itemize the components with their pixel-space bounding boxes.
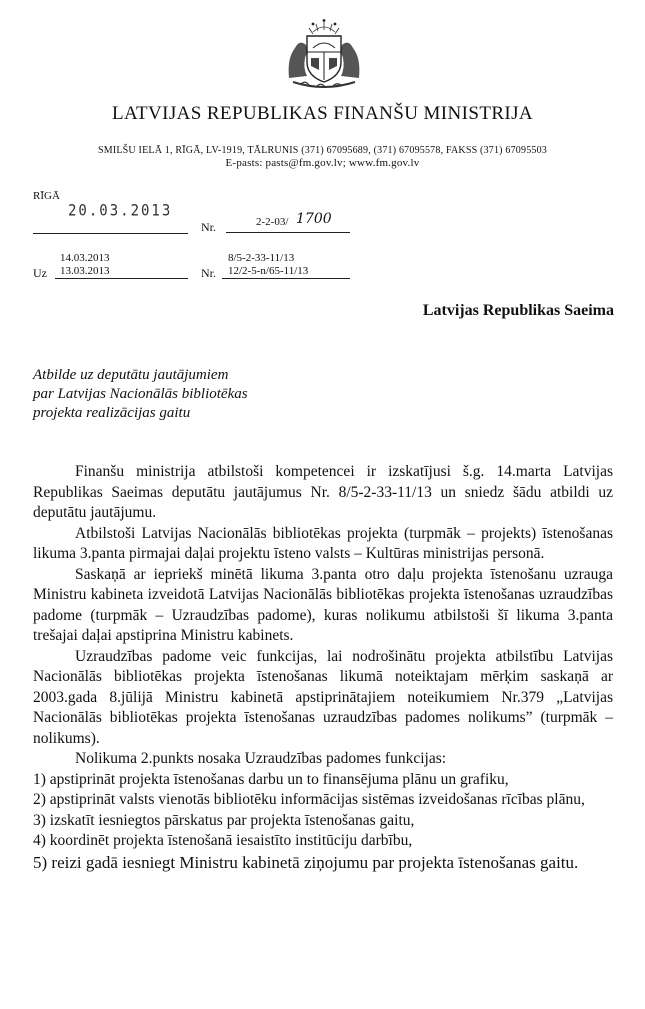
uz-nr-2: 12/2-5-n/65-11/13: [228, 265, 309, 277]
uz-date-2: 13.03.2013: [60, 265, 110, 277]
subject-line: projekta realizācijas gaitu: [33, 405, 191, 421]
date-stamp: 20.03.2013: [68, 201, 173, 221]
paragraph: Nolikuma 2.punkts nosaka Uzraudzības padomes funkcijas:: [75, 750, 447, 767]
paragraph: Finanšu ministrija atbilstoši kompetencei ir izskatījusi š.g. 14.marta Latvijas Republikas Saeimas deputātu jautājumus Nr. 8/5-2-33-11/13 un sniedz šādu atbildi uz deputātu jautājumu.: [33, 463, 613, 521]
nr-handwritten: 1700: [296, 211, 332, 227]
uz-label: Uz: [33, 266, 47, 280]
uz-nr-underline: [222, 278, 350, 279]
paragraph: Uzraudzības padome veic funkcijas, lai nodrošinātu projekta atbilstību Latvijas Nacionālās bibliotēkas projekta īstenošanas likumā noteiktajam mērķim saskaņā ar 2003.gada 8.jūlijā Ministru kabinetā apstiprinātajiem noteikumiem Nr.379 „Latvijas Nacionālās bibliotēkas projekta īstenošanas uzraudzības padomes nolikums” (turpmāk – nolikums).: [33, 647, 613, 747]
letterhead-address: [0, 144, 645, 170]
function-item: 5) reizi gadā iesniegt Ministru kabinetā ziņojumu par projekta īstenošanas gaitu.: [33, 852, 579, 872]
function-item: 1) apstiprināt projekta īstenošanas darbu un to finansējuma plānu un grafiku,: [33, 770, 509, 788]
letter-body: [33, 462, 613, 874]
paragraph: Saskaņā ar iepriekš minētā likuma 3.panta otro daļu projekta īstenošanu uzrauga Ministru kabineta izveidotā Latvijas Nacionālās bibliotēkas projekta īstenošanas uzraudzības padome (turpmāk – Uzraudzības padome), kuras nolikumu atbilstoši šī likuma 3.panta trešajai daļai apstiprina Ministru kabinets.: [33, 565, 613, 644]
nr-label: Nr.: [201, 220, 216, 234]
contacts-line: E-pasts: pasts@fm.gov.lv; www.fm.gov.lv: [225, 157, 420, 169]
coat-of-arms-icon: [283, 18, 365, 90]
city-label: RĪGĀ: [33, 190, 60, 202]
ministry-name: LATVIJAS REPUBLIKAS FINANŠU MINISTRIJA: [111, 103, 534, 124]
uz-date-1: 14.03.2013: [60, 252, 110, 264]
uz-nr-label: Nr.: [201, 266, 216, 280]
subject-line: par Latvijas Nacionālās bibliotēkas: [33, 386, 248, 402]
subject-line: Atbilde uz deputātu jautājumiem: [33, 367, 229, 383]
function-item: 3) izskatīt iesniegtos pārskatus par projekta īstenošanas gaitu,: [33, 811, 415, 829]
subject: [33, 366, 248, 423]
paragraph: Atbilstoši Latvijas Nacionālās bibliotēkas projekta (turpmāk – projekts) īstenošanas likuma 3.panta pirmajai daļai projektu īsteno valsts – Kultūras ministrijas personā.: [33, 524, 613, 562]
nr-printed: 2-2-03/: [256, 216, 289, 228]
function-item: 2) apstiprināt valsts vienotās bibliotēku informācijas sistēmas izveidošanas rīcības plānu,: [33, 791, 585, 808]
uz-nr-1: 8/5-2-33-11/13: [228, 252, 295, 264]
function-item: 4) koordinēt projekta īstenošanā iesaistīto institūciju darbību,: [33, 832, 413, 849]
address-line: SMILŠU IELĀ 1, RĪGĀ, LV-1919, TĀLRUNIS (371) 67095689, (371) 67095578, FAKSS (371) 67095503: [97, 145, 548, 156]
date-underline: [33, 233, 188, 234]
nr-underline: [226, 232, 350, 233]
uz-date-underline: [55, 278, 188, 279]
recipient: Latvijas Republikas Saeima: [422, 302, 614, 319]
